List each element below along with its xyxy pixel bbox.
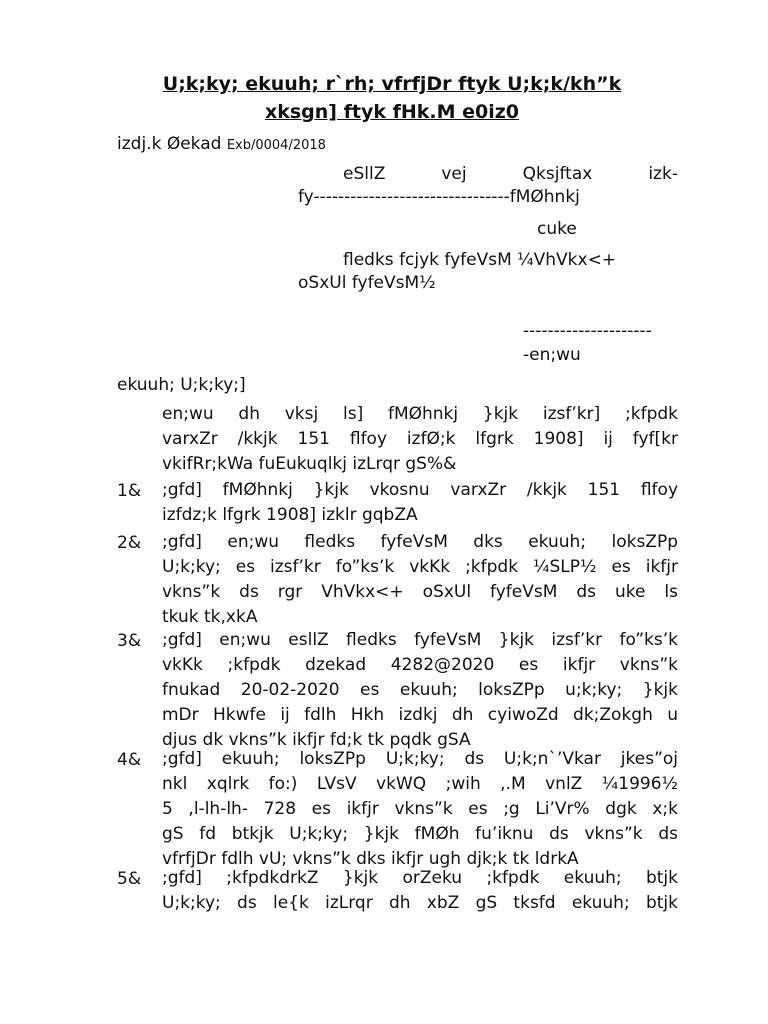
intro-line: en;wu dh vksj ls] fMØhnkj }kjk izsf’kr] ;kfpdk — [162, 404, 678, 424]
list-item — [162, 747, 678, 872]
item-number: 3& — [117, 631, 142, 651]
party-2-line-1: fledks fcjyk fyfeVsM ¼VhVkx<+ — [343, 250, 617, 270]
case-label: izdj.k Øekad — [117, 134, 222, 154]
versus-label: cuke — [537, 219, 577, 239]
list-item — [162, 478, 678, 528]
item-number: 1& — [117, 481, 142, 501]
item-line: ;gfd] en;wu fledks fyfeVsM dks ekuuh; loksZPp — [162, 532, 678, 552]
title-line-1: U;k;ky; ekuuh; r`rh; vfrfjDr ftyk U;k;k/kh”k — [162, 73, 622, 95]
item-line: izfdz;k lfgrk 1908] izklr gqbZA — [162, 505, 418, 525]
signature-dashes: --------------------- — [523, 321, 652, 341]
party-2-role: -en;wu — [523, 345, 581, 365]
item-line: ;gfd] fMØhnkj }kjk vkosnu varxZr /kkjk 151 flfoy — [162, 480, 678, 500]
item-line: U;k;ky; ds le{k izLrqr dh xbZ gS tksfd ekuuh; btjk — [162, 893, 678, 913]
item-line: fnukad 20-02-2020 es ekuuh; loksZPp u;k;ky; }kjk — [162, 680, 678, 700]
party-1-word-4: izk- — [648, 164, 678, 184]
item-line: ;gfd] ;kfpdkdrkZ }kjk orZeku ;kfpdk ekuuh; btjk — [162, 868, 678, 888]
intro-paragraph — [162, 402, 678, 477]
item-line: nkl xqlrk fo:) LVsV vkWQ ;wih ,.M vnlZ ¼1996½ — [162, 774, 678, 794]
item-line: mDr Hkwfe ij fdlh Hkh izdkj dh cyiwoZd dk;Zokgh u — [162, 705, 678, 725]
case-number: Exb/0004/2018 — [226, 138, 326, 153]
item-line: djus dk vkns”k ikfjr fd;k tk pqdk gSA — [162, 730, 471, 750]
list-item — [162, 866, 678, 916]
intro-line: vkifRr;kWa fuEukuqlkj izLrqr gS%& — [162, 454, 457, 474]
item-line: ;gfd] en;wu esllZ fledks fyfeVsM }kjk izsf’kr fo”ks’k — [162, 630, 678, 650]
item-line: U;k;ky; es izsf’kr fo”ks’k vkKk ;kfpdk ¼SLP½ es ikfjr — [162, 557, 678, 577]
item-number: 4& — [117, 750, 142, 770]
item-line: vkns”k ds rgr VhVkx<+ oSxUl fyfeVsM ds uke ls — [162, 582, 678, 602]
party-1-word-1: eSllZ — [343, 164, 386, 184]
party-1-word-3: Qksjftax — [522, 164, 593, 184]
party-2-line-2: oSxUl fyfeVsM½ — [298, 273, 436, 293]
item-line: ;gfd] ekuuh; loksZPp U;k;ky; ds U;k;n`’Vkar jkes”oj — [162, 749, 678, 769]
title-line-2: xksgn] ftyk fHk.M e0iz0 — [264, 101, 520, 123]
intro-line: varxZr /kkjk 151 flfoy izfØ;k lfgrk 1908] ij fyf[kr — [162, 429, 678, 449]
party-1-word-2: vej — [441, 164, 467, 184]
item-line: vkKk ;kfpdk dzekad 4282@2020 es ikfjr vkns”k — [162, 655, 678, 675]
court-address: ekuuh; U;k;ky;] — [117, 375, 246, 395]
case-number-line — [117, 131, 326, 159]
list-item — [162, 530, 678, 630]
document-title — [60, 70, 724, 126]
item-number: 5& — [117, 869, 142, 889]
item-line: tkuk tk,xkA — [162, 607, 258, 627]
item-line: gS fd btkjk U;k;ky; }kjk fMØh fu’iknu ds vkns”k ds — [162, 824, 678, 844]
item-line: 5 ,l-lh-lh- 728 es ikfjr vkns”k es ;g Li’Vr% dgk x;k — [162, 799, 678, 819]
item-line: vfrfjDr fdlh vU; vkns”k dks ikfjr ugh djk;k tk ldrkA — [162, 849, 579, 869]
list-item — [162, 628, 678, 753]
party-1-line-2: fy--------------------------------fMØhnkj — [298, 187, 580, 207]
item-number: 2& — [117, 533, 142, 553]
